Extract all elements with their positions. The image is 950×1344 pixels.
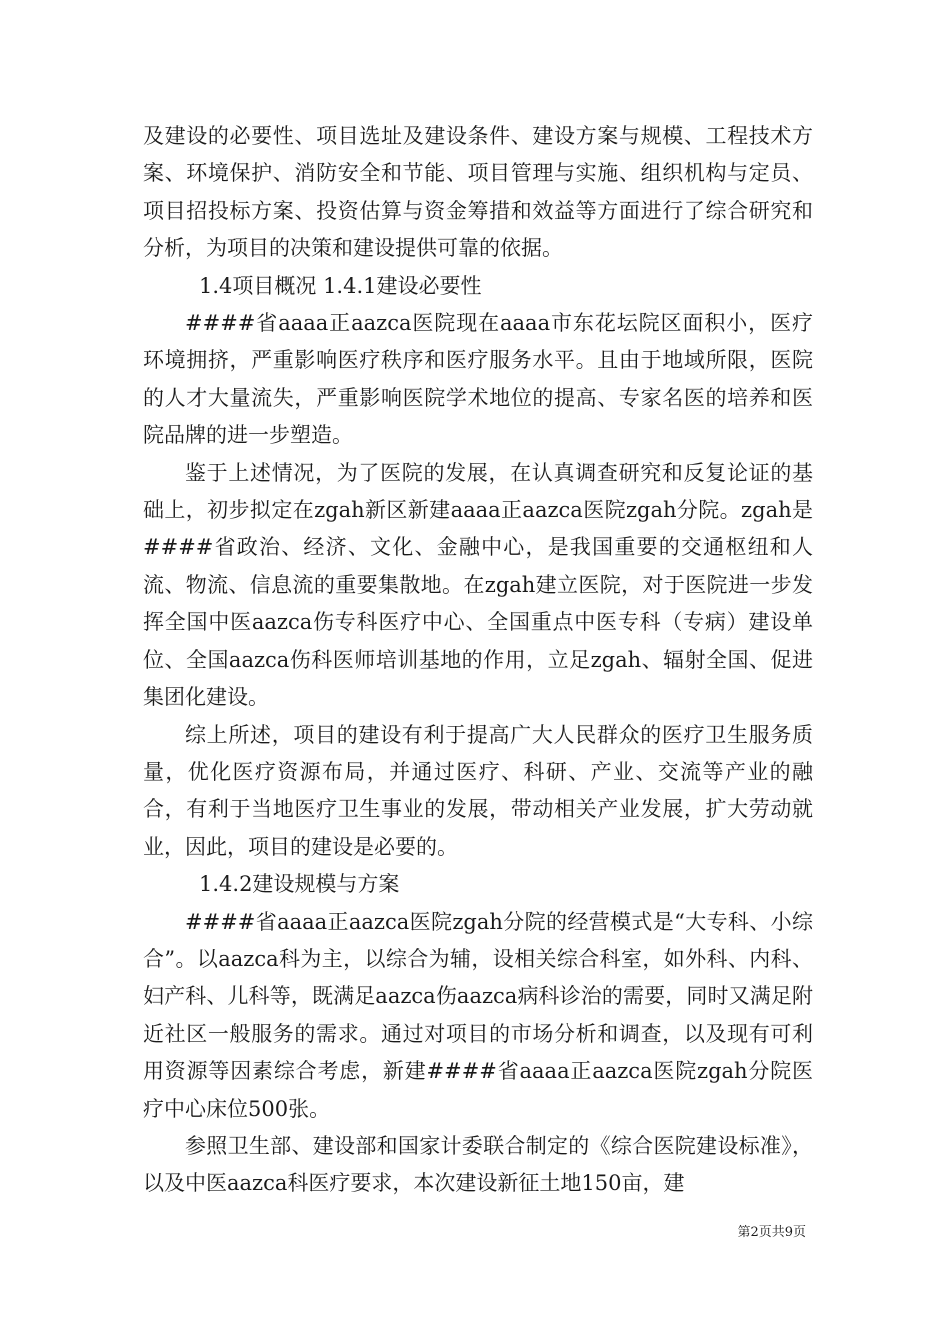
paragraph-hospital-status: ####省aaaa正aazca医院现在aaaa市东花坛院区面积小，医疗环境拥挤，严重影响医疗秩序和医疗服务水平。且由于地域所限，医院的人才大量流失，严重影响医院学术地位的提高、专家名医的培养和医院品牌的进一步塑造。	[143, 311, 813, 448]
paragraph-continuation: 及建设的必要性、项目选址及建设条件、建设方案与规模、工程技术方案、环境保护、消防安全和节能、项目管理与实施、组织机构与定员、项目招投标方案、投资估算与资金筹措和效益等方面进行了综合研究和分析，为项目的决策和建设提供可靠的依据。	[143, 124, 813, 261]
paragraph-construction-standard: 参照卫生部、建设部和国家计委联合制定的《综合医院建设标准》，以及中医aazca科医疗要求，本次建设新征土地150亩，建	[143, 1133, 813, 1196]
paragraph-conclusion: 综上所述，项目的建设有利于提高广大人民群众的医疗卫生服务质量，优化医疗资源布局，并通过医疗、科研、产业、交流等产业的融合，有利于当地医疗卫生事业的发展，带动相关产业发展，扩大劳动就业，因此，项目的建设是必要的。	[143, 722, 813, 859]
paragraph-business-model: ####省aaaa正aazca医院zgah分院的经营模式是“大专科、小综合”。以aazca科为主，以综合为辅，设相关综合科室，如外科、内科、妇产科、儿科等，既满足aazca伤aazca病科诊治的需要，同时又满足附近社区一般服务的需求。通过对项目的市场分析和调查，以及现有可利用资源等因素综合考虑，新建####省aaaa正aazca医院zgah分院医疗中心床位500张。	[143, 909, 813, 1121]
paragraph-new-branch: 鉴于上述情况，为了医院的发展，在认真调查研究和反复论证的基础上，初步拟定在zgah新区新建aaaa正aazca医院zgah分院。zgah是####省政治、经济、文化、金融中心，是我国重要的交通枢纽和人流、物流、信息流的重要集散地。在zgah建立医院，对于医院进一步发挥全国中医aazca伤专科医疗中心、全国重点中医专科（专病）建设单位、全国aazca伤科医师培训基地的作用，立足zgah、辐射全国、促进集团化建设。	[143, 460, 813, 710]
section-heading-1-4-2: 1.4.2建设规模与方案	[199, 872, 400, 897]
section-heading-1-4: 1.4项目概况 1.4.1建设必要性	[199, 273, 482, 298]
page-number: 第2页共9页	[737, 1225, 806, 1240]
document-body	[143, 118, 813, 1203]
